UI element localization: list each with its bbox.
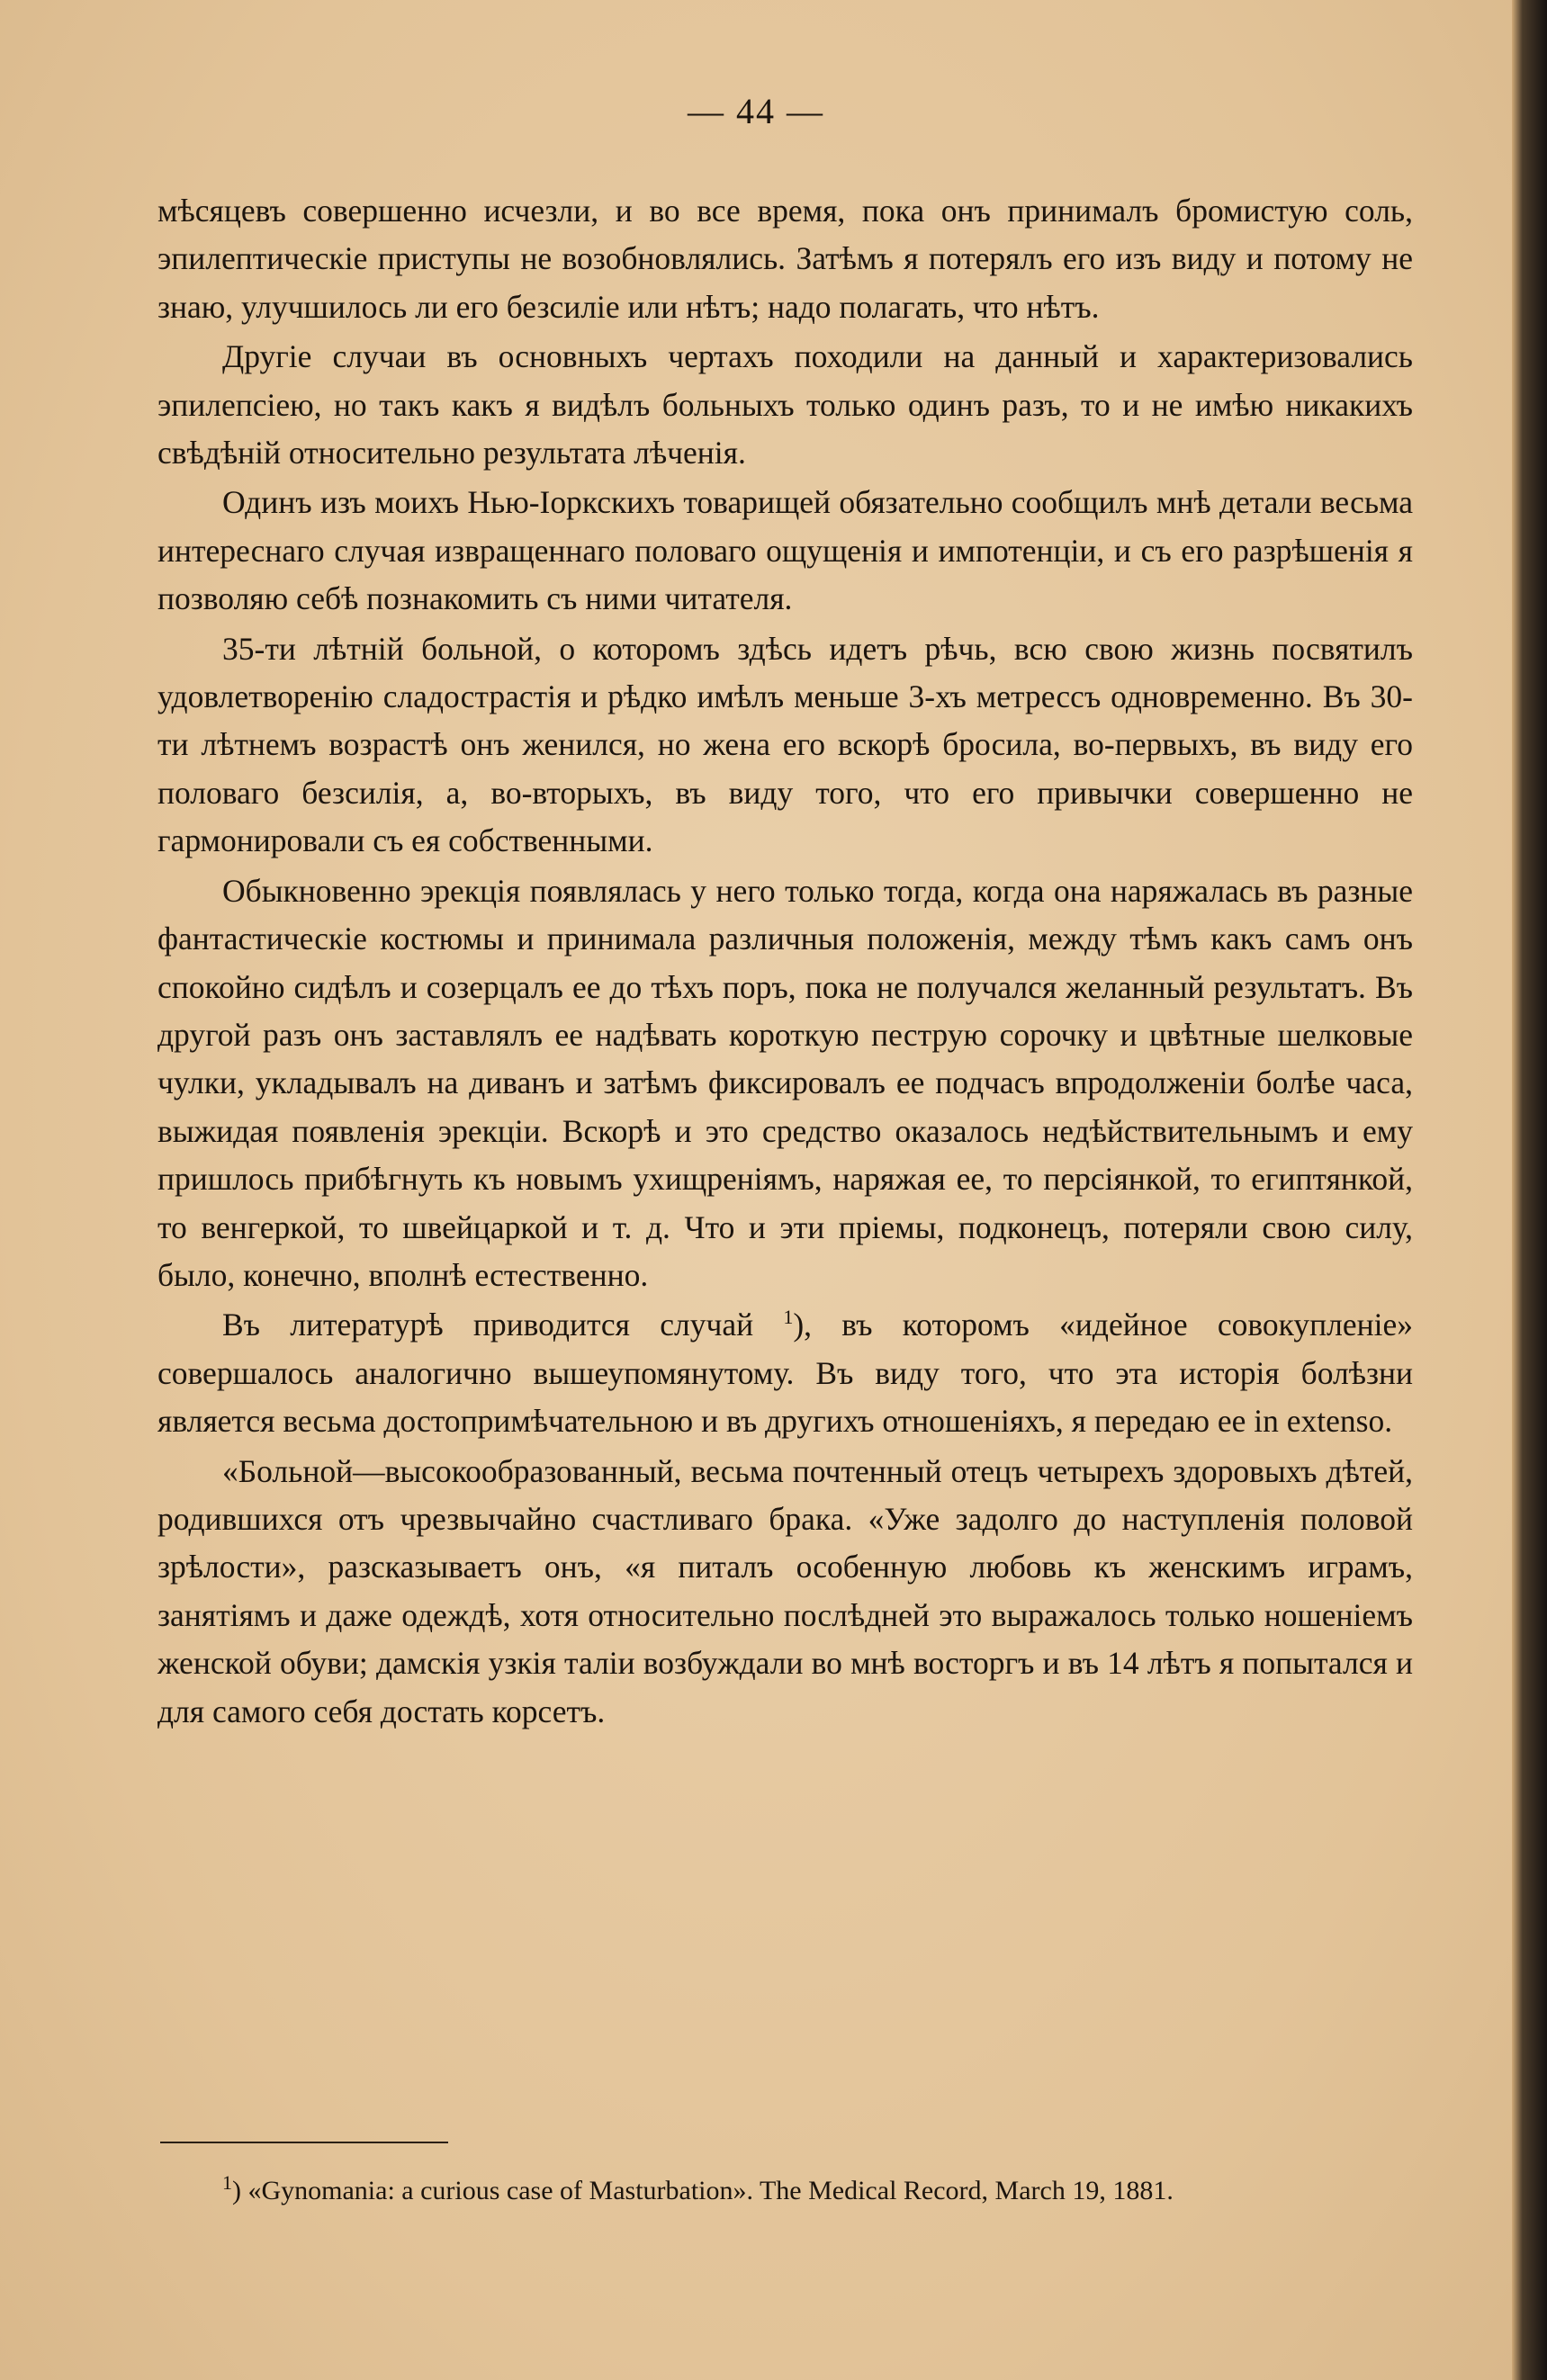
footnote-text: ) «Gynomania: a curious case of Masturbation». The Medical Record, March 19, 1881.	[232, 2176, 1174, 2205]
literature-text-after: ), въ которомъ «идейное совокупленіе» совершалось аналогично вышеупомянутому. Въ виду того, что эта исторія болѣзни является весьма достопримѣчательною и въ другихъ отношеніяхъ, я передаю ее in extenso.	[157, 1307, 1413, 1440]
paragraph-literature	[157, 1301, 1413, 1445]
paragraph-3: Одинъ изъ моихъ Нью-Іоркскихъ товарищей обязательно сообщилъ мнѣ детали весьма интереснаго случая извращеннаго половаго ощущенія и импотенціи, и съ его разрѣшенія я позволяю себѣ познакомить съ ними читателя.	[157, 484, 1413, 617]
literature-text-before: Въ литературѣ приводится случай	[222, 1307, 784, 1343]
paragraph-4: 35-ти лѣтній больной, о которомъ здѣсь идетъ рѣчь, всю свою жизнь посвятилъ удовлетворенію сладострастія и рѣдко имѣлъ меньше 3-хъ метрессъ одновременно. Въ 30-ти лѣтнемъ возрастѣ онъ женился, но жена его вскорѣ бросила, во-первыхъ, въ виду его половаго безсилія, а, во-вторыхъ, въ виду того, что его привычки совершенно не гармонировали съ ея собственными.	[157, 630, 1413, 859]
footnote-divider	[160, 2142, 448, 2143]
paragraph-2: Другіе случаи въ основныхъ чертахъ походили на данный и характеризовались эпилепсіею, но такъ какъ я видѣлъ больныхъ только одинъ разъ, то и не имѣю никакихъ свѣдѣній относительно результата лѣченія.	[157, 338, 1413, 472]
page-number: — 44 —	[688, 91, 824, 131]
body-text	[157, 187, 1413, 1738]
paragraph-5: Обыкновенно эрекція появлялась у него только тогда, когда она наряжалась въ разные фантастическіе костюмы и принимала различныя положенія, между тѣмъ какъ самъ онъ спокойно сидѣлъ и созерцалъ ее до тѣхъ поръ, пока не получался желанный результатъ. Въ другой разъ онъ заставлялъ ее надѣвать короткую пеструю сорочку и цвѣтные шелковые чулки, укладывалъ на диванъ и затѣмъ фиксировалъ ее подчасъ впродолженіи болѣе часа, выжидая появленія эрекціи. Вскорѣ и это средство оказалось недѣйствительнымъ и ему пришлось прибѣгнуть къ новымъ ухищреніямъ, наряжая ее, то персіянкой, то египтянкой, то венгеркой, то швейцаркой и т. д. Что и эти пріемы, подконецъ, потеряли свою силу, было, конечно, вполнѣ естественно.	[157, 872, 1413, 1293]
scan-border	[1512, 0, 1547, 2380]
footnote	[157, 2170, 1413, 2211]
paragraph-quote: «Больной—высокообразованный, весьма почтенный отецъ четырехъ здоровыхъ дѣтей, родившихся отъ чрезвычайно счастливаго брака. «Уже задолго до наступленія половой зрѣлости», разсказываетъ онъ, «я питалъ особенную любовь къ женскимъ играмъ, занятіямъ и даже одеждѣ, хотя относительно послѣдней это выражалось только ношеніемъ женской обуви; дамскія узкія таліи возбуждали во мнѣ восторгъ и въ 14 лѣтъ я попытался и для самого себя достать корсетъ.	[157, 1452, 1413, 1729]
paragraph-1: мѣсяцевъ совершенно исчезли, и во все время, пока онъ принималъ бромистую соль, эпилептическіе приступы не возобновлялись. Затѣмъ я потерялъ его изъ виду и потому не знаю, улучшилось ли его безсиліе или нѣтъ; надо полагать, что нѣтъ.	[157, 193, 1413, 325]
footnote-reference[interactable]: 1	[783, 1306, 794, 1329]
footnote-number: 1	[222, 2171, 232, 2194]
